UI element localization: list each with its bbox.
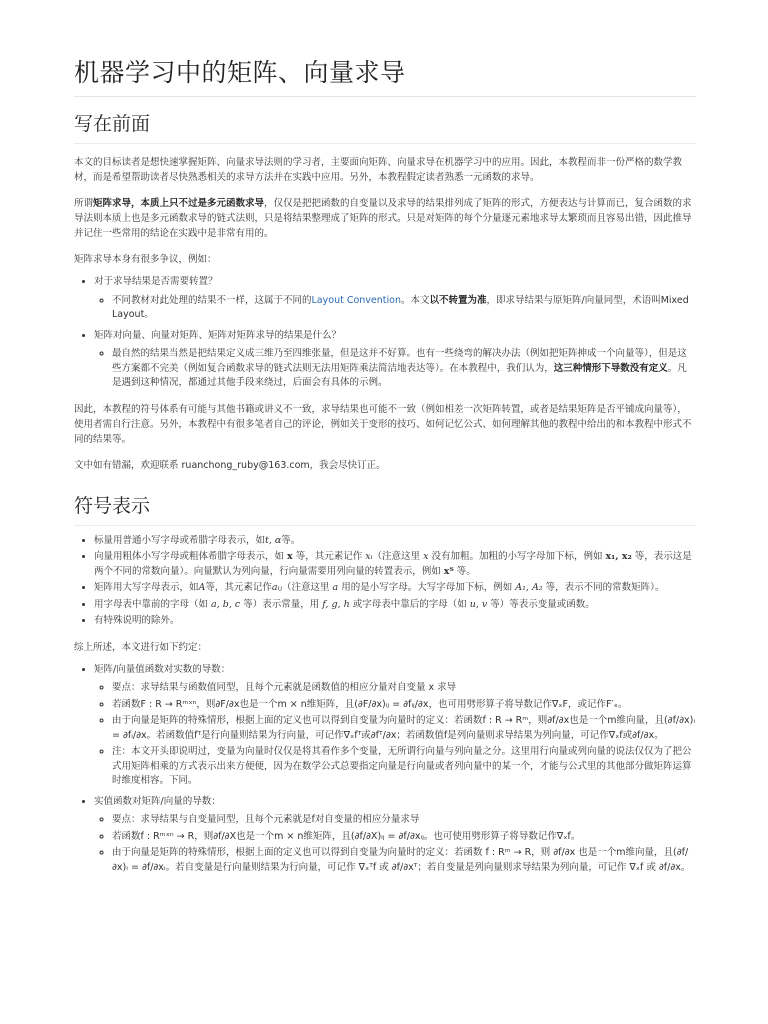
- text: 等，表示不同的常数矩阵）。: [542, 582, 665, 593]
- notation-list: [74, 534, 696, 629]
- list-item: [94, 550, 696, 579]
- contact-paragraph: 文中如有错漏，欢迎联系 ruanchong_ruby@163.com，我会尽快订正。: [74, 459, 386, 471]
- text: 等，其元素记作: [205, 582, 272, 593]
- text: 向量用粗体小写字母或粗体希腊字母表示，如: [94, 551, 288, 562]
- layout-convention-link[interactable]: Layout Convention: [311, 294, 401, 306]
- text: 。本文: [400, 294, 430, 306]
- text: 最自然的结果当然是把结果定义成三维乃至四维张量，但是这并不好算。也有一些绕弯的解决办法（例如把矩阵抻成一个向量等），但是这些方案都不完美（例如复合函数求导的链式法则无法用矩阵乘法简洁地表达等）。在本教程中，我们认为，: [112, 348, 687, 374]
- paragraph: 矩阵求导本身有很多争议，例如：: [74, 254, 217, 265]
- sub-list: [94, 294, 696, 323]
- section-heading-intro: 写在前面: [74, 113, 151, 135]
- paragraph: 本文的目标读者是想快速掌握矩阵、向量求导法则的学习者，主要面向矩阵、向量求导在机器学习中的应用。因此，本教程而非一份严格的数学教材，而是希望帮助读者尽快熟悉相关的求导方法并在实践中应用。另外，本教程假定读者熟悉一元函数的求导。: [74, 157, 683, 183]
- convention-list: [74, 663, 696, 876]
- text: 等。: [281, 534, 301, 546]
- text: ，即求导结果与原矩阵/向量同型，术语叫Mixed Layout。: [112, 294, 689, 320]
- math: x: [423, 551, 429, 562]
- math: aᵢⱼ: [271, 582, 282, 593]
- text: 标量用普通小写字母或希腊字母表示，如: [94, 534, 266, 546]
- text: 不同教材对此处理的结果不一样，这属于不同的: [112, 294, 312, 306]
- text: 等）表示常量，用: [240, 598, 323, 610]
- text: 。凡是遇到这种情况，都通过其他手段来绕过，后面会有具体的示例。: [112, 362, 687, 388]
- text: （注意这里: [282, 582, 333, 593]
- section-divider: [74, 143, 696, 144]
- math: a, b, c: [211, 598, 241, 610]
- text: 矩阵用大写字母表示，如: [94, 582, 199, 593]
- list-item: ◦ 注：本文开头即说明过，变量为向量时仅仅是将其看作多个变量，无所谓行向量与列向量之分。这里用行向量或列向量的说法仅仅为了把公式用矩阵相乘的方式表示出来方便便，因为在数学公式总要指定向量是行向量或者列向量中的某一个，才能与公式里的其他部分做矩阵运算时维度相容。下同。: [112, 745, 696, 789]
- list-item: ◦ 由于向量是矩阵的特殊情形，根据上面的定义也可以得到自变量为向量时的定义：若函数 f : Rᵐ → R，则 ∂f/∂x 也是一个m维向量，且(∂f/∂x)ᵢ = ∂f/∂xᵢ。若自变量是行向量则结果为行向量，可记作 ∇ₓᵀf 或 ∂f/∂xᵀ；若自变量是列向量则求导结果为列向量，可记作 ∇ₓf 或 ∂f/∂x。: [112, 846, 696, 875]
- math: t, α: [265, 534, 282, 546]
- bold-text: 这三种情形下导数没有定义: [553, 362, 668, 374]
- math: xᵢ: [365, 551, 373, 562]
- math: x₁, x₂: [605, 551, 632, 562]
- sub-list: [94, 681, 696, 789]
- list-item: [94, 275, 696, 323]
- bold-text: 以不转置为准: [429, 294, 487, 306]
- text: ，仅仅是把把函数的自变量以及求导的结果排列成了矩阵的形式，方便表达与计算而已，复合函数的求导法则本质上也是多元函数求导的链式法则，只是将结果整理成了矩阵的形式。只是对矩阵的每个分量逐元素地求导太繁琐而且容易出错，因此推导并记住一些常用的结论在实践中是非常有用的。: [74, 198, 692, 239]
- paragraph: 因此，本教程的符号体系有可能与其他书籍或讲义不一致，求导结果也可能不一致（例如相差一次矩阵转置，或者是结果矩阵是否平铺成向量等），使用者需自行注意。另外，本教程中有很多笔者自己的评论，例如关于变形的技巧、如何记忆公式、如何理解其他的教程中给出的和本教程中形式不同的结果等。: [74, 403, 692, 445]
- math: x: [287, 551, 293, 562]
- list-item: ◦ 要点：求导结果与函数值同型，且每个元素就是函数值的相应分量对自变量 x 求导: [112, 681, 696, 696]
- paragraph: [74, 196, 696, 241]
- list-item: ◦ 若函数F : R → Rᵐˣⁿ，则∂F/∂x也是一个m × n维矩阵，且(∂F/∂x)ᵢⱼ = ∂fᵢⱼ/∂x，也可用劈形算子将导数记作∇ₓF，或记作F′ₓ。: [112, 698, 696, 713]
- list-item: [94, 581, 696, 596]
- text: 等，表示这是两个不同的常数向量）。向量默认为列向量，行向量需要用列向量的转置表示，例如: [94, 551, 692, 577]
- list-item: ◦ 由于向量是矩阵的特殊情形，根据上面的定义也可以得到自变量为向量时的定义：若函数f : R → Rᵐ，则∂f/∂x也是一个m维向量，且(∂f/∂x)ᵢ = ∂fᵢ/∂x。若函数值fᵀ是行向量则结果为行向量，可记作∇ₓfᵀ或∂fᵀ/∂x；若函数值f是列向量则求导结果为列向量，可记作∇ₓf或∂f/∂x。: [112, 714, 696, 743]
- list-item: [112, 294, 696, 323]
- text: 对于求导结果是否需要转置？: [94, 276, 218, 287]
- list-item: ◦ 要点：求导结果与自变量同型，且每个元素就是f对自变量的相应分量求导: [112, 813, 696, 828]
- list-item: [94, 329, 696, 391]
- math: A: [198, 582, 206, 593]
- text: （注意这里: [372, 551, 424, 562]
- text: 等，其元素记作: [292, 551, 366, 562]
- text: 等。: [453, 565, 476, 577]
- math: A₁, A₂: [515, 582, 543, 593]
- text: 等）等表示变量或函数。: [487, 598, 595, 610]
- text: 矩阵对向量、向量对矩阵、矩阵对矩阵求导的结果是什么？: [94, 329, 342, 341]
- list-item: ◦ 若函数f : Rᵐˣⁿ → R，则∂f/∂X也是一个m × n维矩阵，且(∂f/∂X)ᵢⱼ = ∂f/∂xᵢⱼ。也可使用劈形算子将导数记作∇ₓf。: [112, 830, 696, 845]
- section-divider: [74, 525, 696, 526]
- math: xᵀ: [443, 565, 454, 577]
- title-divider: [74, 96, 696, 97]
- list-item: [94, 795, 696, 876]
- list-item: [112, 347, 696, 391]
- question-list: [74, 275, 696, 391]
- text: 或字母表中靠后的字母（如: [349, 598, 470, 610]
- math: a: [332, 582, 339, 593]
- math: u, v: [469, 598, 488, 610]
- text: 所谓: [74, 198, 94, 209]
- list-item: [94, 598, 696, 613]
- article: [74, 0, 696, 881]
- section-heading-notation: 符号表示: [74, 494, 151, 517]
- list-item: • 有特殊说明的除外。: [94, 614, 696, 629]
- paragraph: 综上所述，本文进行如下约定：: [74, 641, 208, 653]
- list-item: [94, 534, 696, 549]
- text: 矩阵/向量值函数对实数的导数：: [94, 663, 231, 675]
- text: 用的是小写字母。大写字母加下标，例如: [338, 582, 516, 593]
- text: 用字母表中靠前的字母（如: [94, 598, 212, 610]
- bold-text: 矩阵求导，本质上只不过是多元函数求导: [93, 198, 265, 209]
- sub-list: [94, 813, 696, 875]
- math: f, g, h: [322, 598, 350, 610]
- sub-list: [94, 347, 696, 391]
- text: 没有加粗。加粗的小写字母加下标，例如: [428, 551, 606, 562]
- page-title: 机器学习中的矩阵、向量求导: [74, 58, 406, 87]
- text: 实值函数对矩阵/向量的导数：: [94, 795, 221, 807]
- list-item: [94, 663, 696, 789]
